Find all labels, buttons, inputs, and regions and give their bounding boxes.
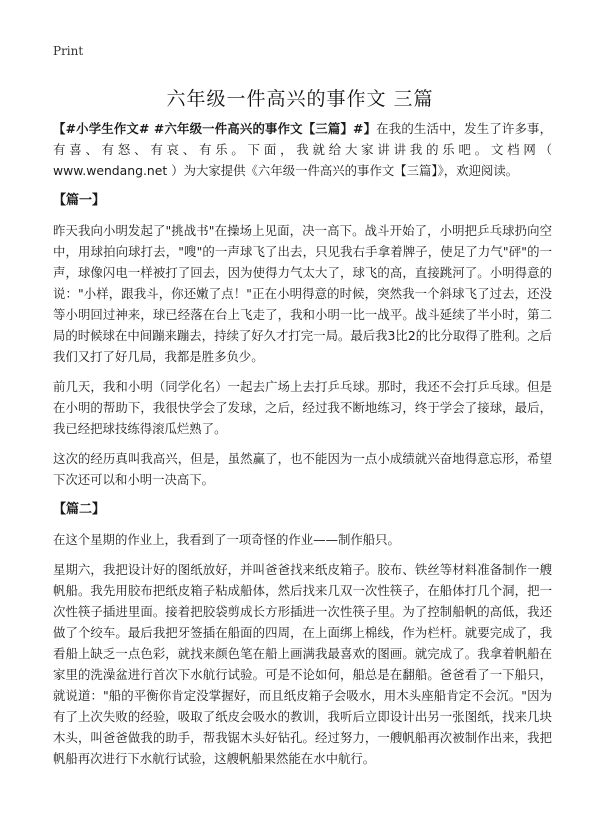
print-label: Print [53, 44, 84, 58]
section-2-paragraph-2: 星期六，我把设计好的图纸放好，并叫爸爸找来纸皮箱子。胶布、铁丝等材料准备制作一艘帆船。我先用胶布把纸皮箱子粘成船体，然后找来几双一次性筷子，在船体打几个洞，把一次性筷子插进里面。接着把胶袋剪成长方形插进一次性筷子里。为了控制船帆的高低，我还做了个绞车。最后我把牙签插在船面的四周，在上面绑上棉线，作为栏杆。就要完成了，我看船上缺乏一点色彩，就找来颜色笔在船上画满我最喜欢的图画。就完成了。我拿着帆船在家里的洗澡盆进行首次下水航行试验。可是不论如何，船总是在翻船。爸爸看了一下船只，就说道："船的平衡你肯定没掌握好，而且纸皮箱子会吸水，用木头座船肯定不会沉。"因为有了上次失败的经验，吸取了纸皮会吸水的教训，我听后立即设计出另一张图纸，找来几块木头，叫爸爸做我的助手，帮我锯木头好钻孔。经过努力，一艘帆船再次被制作出来，我把帆船再次进行下水航行试验，这艘帆船果然能在水中航行。 [53, 562, 552, 766]
section-1-paragraph-2: 前几天，我和小明（同学化名）一起去广场上去打乒乓球。那时，我还不会打乒乓球。但是在小明的帮助下，我很快学会了发球，之后，经过我不断地练习，终于学会了接球，最后，我已经把球技练得滚瓜烂熟了。 [53, 379, 552, 436]
intro-paragraph [53, 118, 552, 181]
section-1-paragraph-3: 这次的经历真叫我高兴，但是，虽然赢了，也不能因为一点小成绩就兴奋地得意忘形，希望下次还可以和小明一决高下。 [53, 451, 552, 487]
section-1-paragraph-1: 昨天我向小明发起了"挑战书"在操场上见面，决一高下。战斗开始了，小明把乒乓球扔向空中，用球拍向球打去，"嗖"的一声球飞了出去，只见我右手拿着牌子，使足了力气"砰"的一声，球像闪电一样被打了回去，因为使得力气太大了，球飞的高，直接跳河了。小明得意的说："小样，跟我斗，你还嫩了点！"正在小明得意的时候，突然我一个斜球飞了过去，还没等小明回过神来，球已经落在台上飞走了，我和小明一比一战平。战斗延续了半小时，第二局的时候球在中间蹦来蹦去，持续了好久才打完一局。最后我3比2的比分取得了胜利。之后我们又打了好几局，我都是胜多负少。 [53, 223, 553, 364]
article-body [53, 118, 552, 778]
section-heading-2: 【篇二】 [53, 502, 106, 517]
intro-text: 在我的生活中，发生了许多事，有喜、有怒、有哀、有乐。下面，我就给大家讲讲我的乐吧。文档网（ www.wendang.net ）为大家提供《六年级一件高兴的事作文【三篇】》，欢迎阅读。 [53, 121, 553, 178]
intro-tag: 【#小学生作文# #六年级一件高兴的事作文【三篇】#】 [53, 121, 377, 136]
section-2-paragraph-1: 在这个星期的作业上，我看到了一项奇怪的作业——制作船只。 [53, 532, 400, 547]
page-title: 六年级一件高兴的事作文 三篇 [166, 88, 434, 110]
section-heading-1: 【篇一】 [53, 193, 106, 208]
